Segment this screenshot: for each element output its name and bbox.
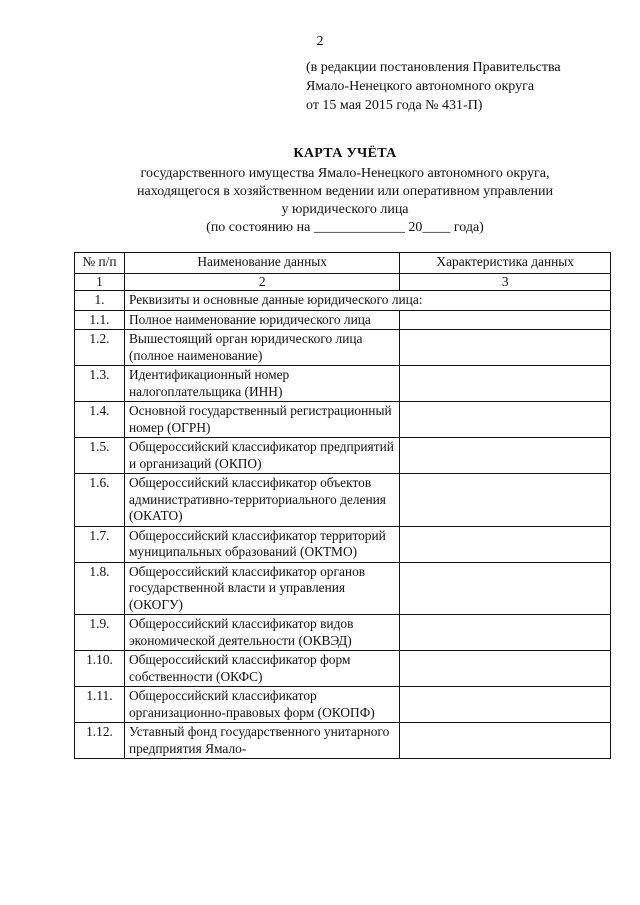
column-numbers-row bbox=[75, 274, 611, 291]
row-number: 1.2. bbox=[75, 330, 125, 366]
row-number: 1.12. bbox=[75, 723, 125, 759]
header-value: Характеристика данных bbox=[400, 253, 611, 274]
subtitle-line: (по состоянию на _____________ 20____ года) bbox=[206, 220, 484, 235]
column-number: 2 bbox=[124, 274, 399, 291]
subtitle-line: государственного имущества Ямало-Ненецкого автономного округа, bbox=[140, 166, 550, 181]
row-value-cell[interactable] bbox=[400, 402, 611, 438]
row-number: 1.3. bbox=[75, 366, 125, 402]
row-number: 1. bbox=[75, 291, 125, 311]
row-value-cell[interactable] bbox=[400, 562, 611, 615]
row-number: 1.6. bbox=[75, 474, 125, 527]
edition-note bbox=[306, 58, 606, 115]
row-label: Общероссийский классификатор объектов административно-территориального деления (ОКАТО) bbox=[124, 474, 399, 527]
row-number: 1.10. bbox=[75, 651, 125, 687]
table-header-row bbox=[75, 253, 611, 274]
column-number: 1 bbox=[75, 274, 125, 291]
row-label: Общероссийский классификатор органов государственной власти и управления (ОКОГУ) bbox=[124, 562, 399, 615]
table-row bbox=[75, 651, 611, 687]
table-row bbox=[75, 526, 611, 562]
section-title: Реквизиты и основные данные юридического лица: bbox=[124, 291, 610, 311]
row-number: 1.1. bbox=[75, 310, 125, 330]
edition-note-line: Ямало-Ненецкого автономного округа bbox=[306, 79, 535, 94]
row-value-cell[interactable] bbox=[400, 723, 611, 759]
row-label: Уставный фонд государственного унитарного предприятия Ямало- bbox=[124, 723, 399, 759]
row-label: Идентификационный номер налогоплательщика (ИНН) bbox=[124, 366, 399, 402]
table-row bbox=[75, 330, 611, 366]
row-number: 1.11. bbox=[75, 687, 125, 723]
subtitle-line: у юридического лица bbox=[281, 202, 409, 217]
table-row bbox=[75, 402, 611, 438]
row-number: 1.9. bbox=[75, 615, 125, 651]
table-row bbox=[75, 615, 611, 651]
document-subtitle bbox=[0, 165, 640, 237]
row-label: Общероссийский классификатор территорий муниципальных образований (ОКТМО) bbox=[124, 526, 399, 562]
edition-note-line: от 15 мая 2015 года № 431-П) bbox=[306, 98, 483, 113]
row-label: Общероссийский классификатор организационно-правовых форм (ОКОПФ) bbox=[124, 687, 399, 723]
row-label: Вышестоящий орган юридического лица (полное наименование) bbox=[124, 330, 399, 366]
row-value-cell[interactable] bbox=[400, 330, 611, 366]
row-number: 1.7. bbox=[75, 526, 125, 562]
table-row bbox=[75, 366, 611, 402]
row-number: 1.4. bbox=[75, 402, 125, 438]
page-number: 2 bbox=[316, 34, 324, 49]
edition-note-line: (в редакции постановления Правительства bbox=[306, 60, 561, 75]
row-value-cell[interactable] bbox=[400, 615, 611, 651]
document-title: КАРТА УЧЁТА bbox=[293, 146, 397, 161]
table-row bbox=[75, 562, 611, 615]
row-number: 1.5. bbox=[75, 438, 125, 474]
row-value-cell[interactable] bbox=[400, 438, 611, 474]
table-row bbox=[75, 687, 611, 723]
row-value-cell[interactable] bbox=[400, 526, 611, 562]
table-row bbox=[75, 723, 611, 759]
row-label: Общероссийский классификатор форм собственности (ОКФС) bbox=[124, 651, 399, 687]
row-label: Общероссийский классификатор предприятий и организаций (ОКПО) bbox=[124, 438, 399, 474]
table-row bbox=[75, 474, 611, 527]
header-number: № п/п bbox=[75, 253, 125, 274]
row-label: Основной государственный регистрационный номер (ОГРН) bbox=[124, 402, 399, 438]
row-value-cell[interactable] bbox=[400, 474, 611, 527]
row-label: Общероссийский классификатор видов экономической деятельности (ОКВЭД) bbox=[124, 615, 399, 651]
header-name: Наименование данных bbox=[124, 253, 399, 274]
section-row bbox=[75, 291, 611, 311]
table-row bbox=[75, 438, 611, 474]
row-value-cell[interactable] bbox=[400, 310, 611, 330]
row-value-cell[interactable] bbox=[400, 651, 611, 687]
row-value-cell[interactable] bbox=[400, 366, 611, 402]
column-number: 3 bbox=[400, 274, 611, 291]
row-value-cell[interactable] bbox=[400, 687, 611, 723]
table-row bbox=[75, 310, 611, 330]
data-card-table bbox=[74, 252, 611, 759]
row-label: Полное наименование юридического лица bbox=[124, 310, 399, 330]
row-number: 1.8. bbox=[75, 562, 125, 615]
subtitle-line: находящегося в хозяйственном ведении или оперативном управлении bbox=[137, 184, 553, 199]
